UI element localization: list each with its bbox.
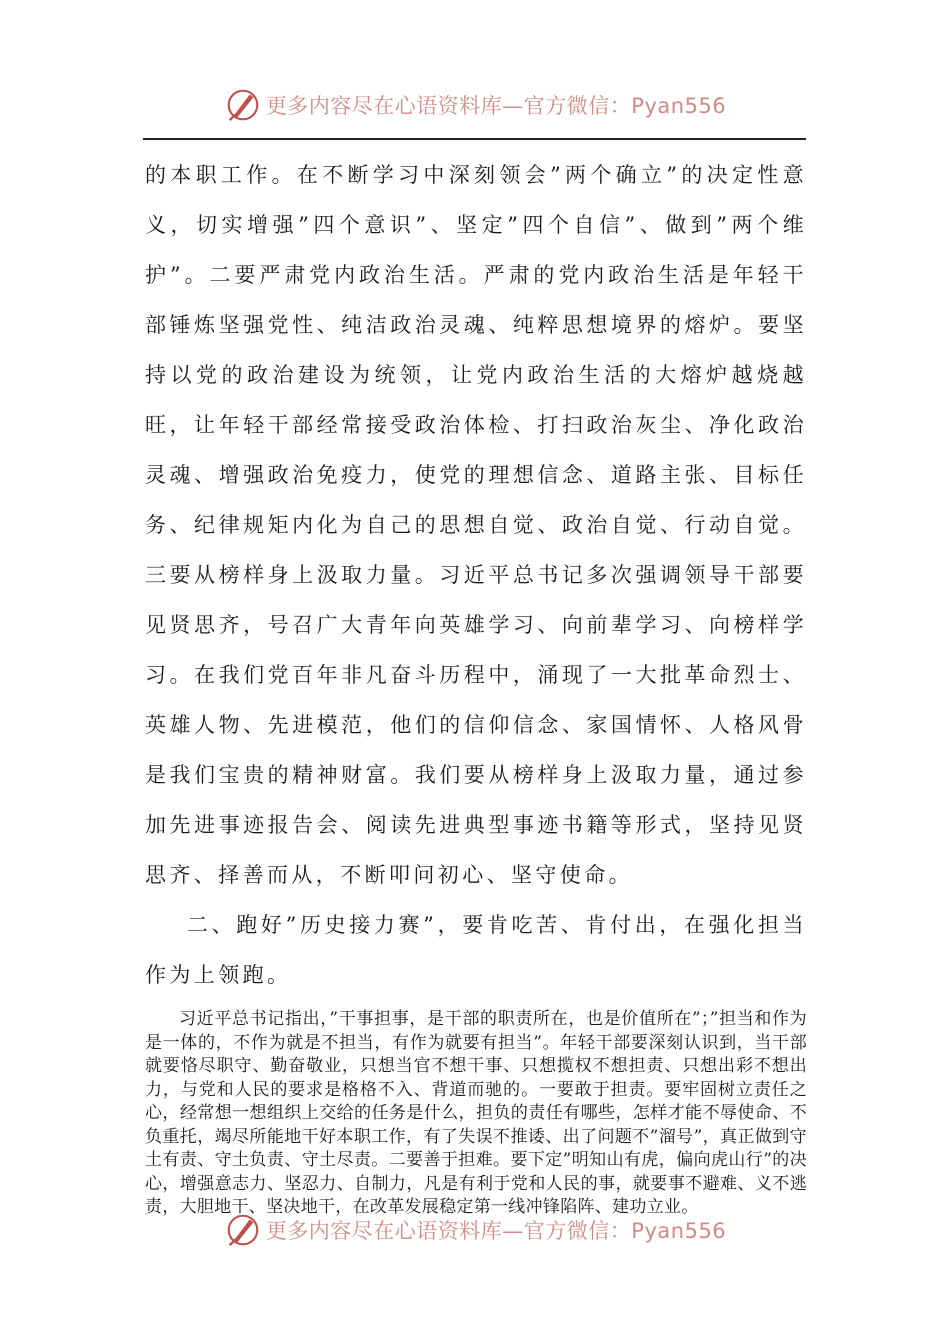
large-text-section	[145, 150, 807, 1000]
paragraph-1: 的本职工作。在不断学习中深刻领会”两个确立”的决定性意义，切实增强”四个意识”、坚定”四个自信”、做到”两个维护”。二要严肃党内政治生活。严肃的党内政治生活是年轻干部锤炼坚强党性、纯洁政治灵魂、纯粹思想境界的熔炉。要坚持以党的政治建设为统领，让党内政治生活的大熔炉越烧越旺，让年轻干部经常接受政治体检、打扫政治灰尘、净化政治灵魂、增强政治免疫力，使党的理想信念、道路主张、目标任务、纪律规矩内化为自己的思想自觉、政治自觉、行动自觉。三要从榜样身上汲取力量。习近平总书记多次强调领导干部要见贤思齐，号召广大青年向英雄学习、向前辈学习、向榜样学习。在我们党百年非凡奋斗历程中，涌现了一大批革命烈士、英雄人物、先进模范，他们的信仰信念、家国情怀、人格风骨是我们宝贵的精神财富。我们要从榜样身上汲取力量，通过参加先进事迹报告会、阅读先进典型事迹书籍等形式，坚持见贤思齐、择善而从，不断叩问初心、坚守使命。	[145, 163, 807, 887]
section-heading-2: 二、跑好”历史接力赛”，要肯吃苦、肯付出，在强化担当作为上领跑。	[145, 913, 807, 987]
quill-logo-icon	[224, 1211, 262, 1249]
header-banner	[0, 82, 950, 128]
small-text-section	[145, 1008, 807, 1220]
paragraph-2: 习近平总书记指出，”干事担事，是干部的职责所在，也是价值所在”；”担当和作为是一体的，不作为就是不担当，有作为就要有担当”。年轻干部要深刻认识到，当干部就要恪尽职守、勤奋敬业，只想当官不想干事、只想揽权不想担责、只想出彩不想出力，与党和人民的要求是格格不入、背道而驰的。一要敢于担责。要牢固树立责任之心，经常想一想组织上交给的任务是什么，担负的责任有哪些，怎样才能不辱使命、不负重托，竭尽所能地干好本职工作，有了失误不推诿、出了问题不”溜号”，真正做到守土有责、守土负责、守土尽责。二要善于担难。要下定”明知山有虎，偏向虎山行”的决心，增强意志力、坚忍力、自制力，凡是有利于党和人民的事，就要事不避难、义不逃责，大胆地干、坚决地干，在改革发展稳定第一线冲锋陷阵、建功立业。	[145, 1009, 807, 1217]
footer-banner-text: 更多内容尽在心语资料库—官方微信：Pyan556	[265, 1219, 727, 1243]
footer-banner	[0, 1207, 950, 1253]
quill-logo-icon	[224, 86, 262, 124]
document-body	[145, 150, 807, 1220]
header-divider	[143, 138, 806, 140]
header-banner-text: 更多内容尽在心语资料库—官方微信：Pyan556	[265, 94, 727, 118]
